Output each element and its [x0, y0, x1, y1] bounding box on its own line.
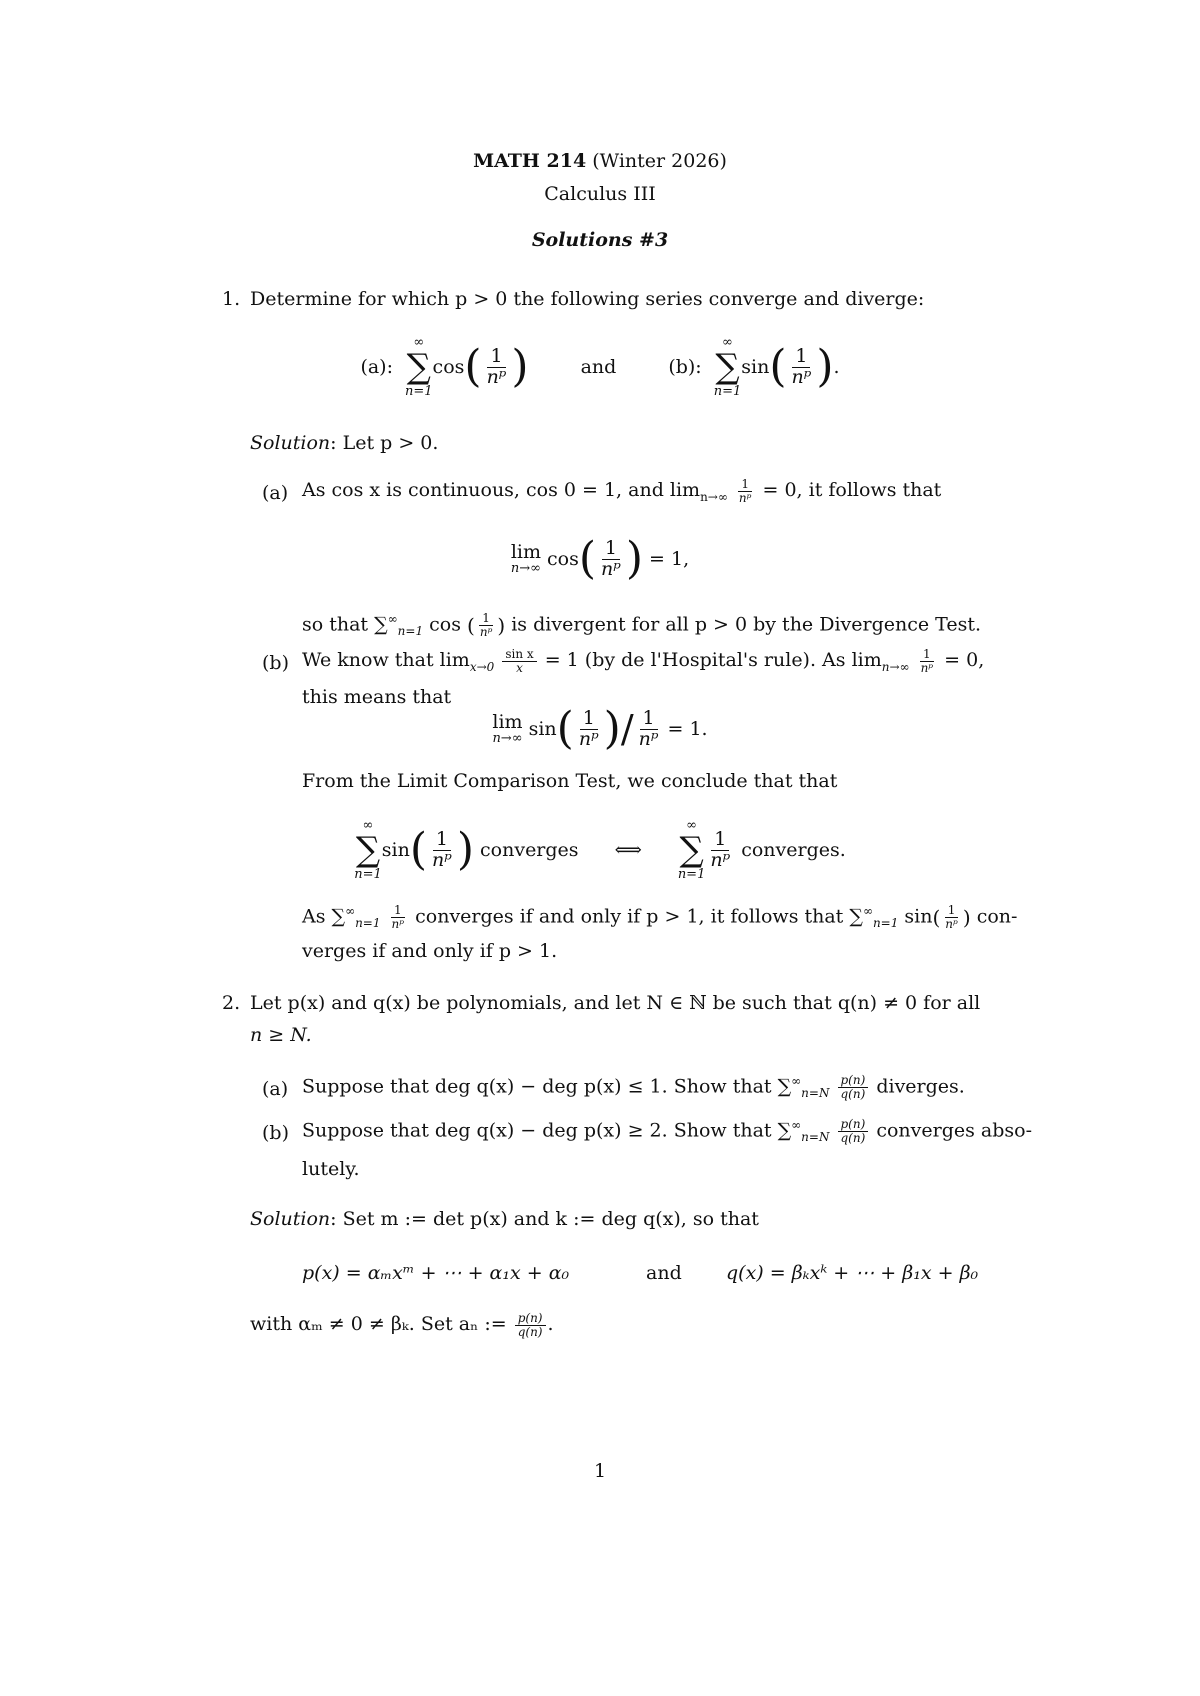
sigma-icon: ∑: [679, 830, 704, 870]
lim-text: lim: [492, 711, 523, 733]
sum-subscript: n=N: [801, 1086, 830, 1101]
sin-function: sin: [528, 718, 557, 740]
cos-function: cos: [432, 356, 465, 378]
conclusion-end: is divergent for all p > 0 by the Divergence Test.: [511, 613, 982, 636]
left-paren-icon: (: [932, 905, 941, 930]
numerator: 1: [580, 709, 598, 730]
q2-poly-p: p(x) = αₘxᵐ + ⋯ + α₁x + α₀: [302, 1262, 570, 1284]
numerator: 1: [640, 709, 658, 730]
numerator: p(n): [515, 1312, 546, 1326]
lim-subscript: n→∞: [510, 561, 541, 576]
sum-upper-limit: ∞: [722, 335, 733, 350]
numerator: 1: [433, 830, 451, 851]
denominator: nᵖ: [601, 557, 621, 580]
q2-part-b-line2: lutely.: [302, 1158, 360, 1180]
sum-superscript: ∞: [387, 612, 398, 626]
sum-superscript: ∞: [791, 1074, 802, 1088]
sum-upper-limit: ∞: [362, 818, 374, 833]
limit-operator: [511, 543, 541, 575]
course-heading: [0, 150, 1200, 172]
sum-lower-limit: n=1: [405, 384, 433, 399]
q1-solution-line: [250, 432, 438, 455]
fraction-one-over-np: [576, 706, 602, 750]
final-start: As ∑: [302, 905, 346, 928]
q1-part-b-limit-display: [0, 692, 1200, 766]
fraction-one-over-np: [789, 344, 815, 388]
part-b-text: Suppose that deg q(x) − deg p(x) ≥ 2. Show that ∑: [302, 1119, 792, 1142]
small-fraction: [838, 1118, 869, 1144]
conclusion-start: so that ∑: [302, 613, 388, 636]
q1-part-b-label: (b): [262, 652, 289, 674]
fraction-one-over-np: [484, 344, 510, 388]
sum-superscript: ∞: [791, 1118, 802, 1132]
sigma-icon: ∑: [406, 347, 431, 387]
right-paren-icon: ): [603, 703, 621, 754]
sum-subscript: n=1: [872, 916, 899, 931]
q2-part-b-text: [302, 1118, 1032, 1145]
denominator: nᵖ: [791, 365, 812, 388]
b-line1-end: = 0,: [944, 649, 985, 672]
right-paren-icon: ): [816, 341, 834, 392]
sum-upper-limit: ∞: [413, 335, 425, 350]
denominator: nᵖ: [638, 727, 659, 750]
sum-subscript: n=1: [355, 916, 381, 931]
numerator: 1: [711, 830, 729, 851]
solution-text: : Set m := det p(x) and k := deg q(x), so that: [330, 1208, 759, 1230]
denominator: nᵖ: [486, 365, 507, 388]
q1-part-b-lct: From the Limit Comparison Test, we conclude that that: [302, 770, 838, 792]
sum-lower-limit: n=1: [354, 867, 382, 882]
course-code: MATH 214: [473, 150, 587, 172]
numerator: 1: [738, 478, 752, 492]
denominator: q(n): [840, 1130, 866, 1145]
converges-text: converges: [480, 839, 579, 861]
numerator: 1: [479, 612, 493, 626]
sin-function: sin: [381, 839, 410, 861]
denominator: nᵖ: [738, 490, 752, 505]
denominator: nᵖ: [920, 660, 934, 675]
q2-line2: n ≥ N.: [250, 1024, 312, 1046]
fraction-one-over-np: [707, 827, 733, 871]
right-paren-icon: ): [511, 341, 529, 392]
converges-text: converges.: [741, 839, 846, 861]
solution-label: Solution: [250, 1208, 331, 1230]
solution-text: : Let p > 0.: [330, 432, 439, 454]
left-paren-icon: (: [464, 341, 482, 392]
denominator: x: [516, 660, 523, 675]
q2-part-a-label: (a): [262, 1078, 289, 1100]
final-mid: converges if and only if p > 1, it follows that ∑: [415, 905, 863, 928]
part-a-text-end: = 0, it follows that: [762, 479, 942, 502]
division-slash: /: [620, 707, 634, 751]
small-fraction: [838, 1074, 869, 1100]
sigma-icon: ∑: [715, 347, 740, 387]
iff-arrow-icon: ⟺: [614, 839, 642, 861]
q1-part-b-line2: this means that: [302, 686, 452, 708]
sum-upper-limit: ∞: [686, 818, 697, 833]
page-number: 1: [593, 1460, 607, 1482]
left-paren-icon: (: [556, 703, 574, 754]
numerator: 1: [602, 539, 620, 560]
q1-part-b-equivalence-display: [0, 808, 1200, 892]
b-line1-start: We know that lim: [302, 649, 470, 672]
sum-superscript: ∞: [345, 904, 356, 918]
q1-part-a-conclusion: [302, 612, 981, 639]
denominator: nᵖ: [432, 848, 452, 871]
numerator: 1: [391, 904, 405, 918]
limit-operator: [492, 713, 522, 745]
limit-subscript: x→0: [469, 659, 495, 674]
small-fraction: [502, 648, 536, 674]
period: .: [547, 1313, 554, 1336]
left-paren-icon: (: [578, 533, 597, 584]
fraction-one-over-np: [598, 536, 624, 580]
and-text: and: [580, 356, 617, 378]
small-fraction: [736, 478, 755, 504]
denominator: nᵖ: [391, 916, 405, 931]
limit-subscript: n→∞: [881, 659, 910, 674]
q2-part-a-text: [302, 1074, 965, 1101]
q1-part-b-line1: [302, 648, 984, 674]
course-term: (Winter 2026): [592, 150, 727, 172]
numerator: 1: [945, 904, 959, 918]
q2-with-line: [250, 1312, 554, 1338]
document-title: Solutions #3: [531, 229, 669, 251]
left-paren-icon: (: [467, 613, 475, 638]
part-a-text-start: As cos x is continuous, cos 0 = 1, and lim: [302, 479, 701, 502]
q1-prompt: Determine for which p > 0 the following series converge and diverge:: [250, 288, 925, 310]
q1-label-b: (b):: [668, 356, 702, 378]
small-fraction: [389, 904, 408, 930]
equals-one: = 1,: [649, 548, 690, 570]
part-b-end: converges abso-: [876, 1119, 1033, 1142]
right-paren-icon: ): [456, 824, 475, 875]
sin-function: sin: [741, 356, 770, 378]
numerator: 1: [487, 347, 505, 368]
fraction-one-over-np: [429, 827, 455, 871]
sum-lower-limit: n=1: [713, 384, 742, 399]
sum-symbol: [354, 819, 382, 881]
sigma-icon: ∑: [355, 830, 381, 870]
course-subtitle: Calculus III: [544, 183, 656, 205]
sum-symbol: [678, 819, 706, 881]
left-paren-icon: (: [769, 341, 787, 392]
solution-label: Solution: [250, 432, 331, 454]
equals-one: = 1.: [667, 718, 708, 740]
denominator: q(n): [840, 1086, 866, 1101]
cos-function: cos: [547, 548, 579, 570]
part-a-text: Suppose that deg q(x) − deg p(x) ≤ 1. Show that ∑: [302, 1075, 792, 1098]
period: .: [833, 356, 840, 378]
q2-part-b-label: (b): [262, 1122, 289, 1144]
q2-line1: Let p(x) and q(x) be polynomials, and let N ∈ ℕ be such that q(n) ≠ 0 for all: [250, 992, 981, 1014]
denominator: nᵖ: [479, 624, 493, 639]
denominator: nᵖ: [578, 727, 599, 750]
sum-subscript: n=1: [397, 624, 424, 639]
small-fraction: [477, 612, 496, 638]
denominator: nᵖ: [710, 848, 731, 871]
numerator: p(n): [838, 1074, 869, 1088]
numerator: 1: [792, 347, 810, 368]
right-paren-icon: ): [962, 905, 971, 930]
q1-number: 1.: [222, 288, 241, 310]
denominator: q(n): [517, 1324, 543, 1339]
numerator: 1: [920, 648, 934, 662]
q1-part-b-final-line2: verges if and only if p > 1.: [302, 940, 558, 962]
lim-subscript: n→∞: [492, 731, 523, 746]
q2-poly-and: and: [646, 1262, 682, 1284]
fraction-one-over-np: [636, 706, 662, 750]
b-line1-mid: = 1 (by de l'Hospital's rule). As lim: [544, 649, 882, 672]
with-text: with αₘ ≠ 0 ≠ βₖ. Set aₙ :=: [250, 1313, 507, 1336]
small-fraction: [942, 904, 961, 930]
q1-part-a-limit-display: [0, 522, 1200, 596]
small-fraction: [918, 648, 937, 674]
limit-subscript: n→∞: [700, 489, 728, 504]
final-end: con-: [976, 905, 1018, 928]
sum-symbol-a: [405, 336, 433, 398]
cos-function: cos: [429, 613, 461, 636]
small-fraction: [515, 1312, 546, 1338]
q2-poly-q: q(x) = βₖxᵏ + ⋯ + β₁x + β₀: [726, 1262, 979, 1284]
q1-part-a-text: [302, 478, 941, 504]
q1-part-b-final-line1: [302, 904, 1017, 931]
left-paren-icon: (: [409, 824, 427, 875]
q2-number: 2.: [222, 992, 241, 1014]
sum-superscript: ∞: [862, 904, 873, 918]
numerator: sin x: [502, 648, 536, 662]
q1-series-display: [0, 330, 1200, 404]
sum-symbol-b: [714, 336, 742, 398]
right-paren-icon: ): [625, 533, 644, 584]
q2-solution-line: [250, 1208, 759, 1231]
q1-part-a-label: (a): [262, 482, 289, 504]
part-a-end: diverges.: [876, 1075, 965, 1098]
sum-subscript: n=N: [801, 1130, 830, 1145]
sin-function: sin: [904, 905, 933, 928]
denominator: nᵖ: [945, 916, 958, 931]
numerator: p(n): [838, 1118, 869, 1132]
q1-label-a: (a):: [360, 356, 393, 378]
sum-lower-limit: n=1: [677, 867, 706, 882]
lim-text: lim: [510, 541, 542, 563]
right-paren-icon: ): [497, 613, 506, 638]
